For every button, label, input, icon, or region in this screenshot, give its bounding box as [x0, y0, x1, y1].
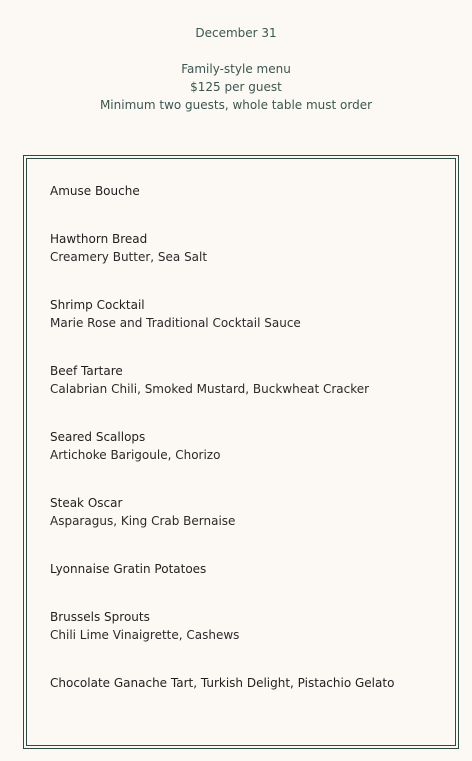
- course-name: Beef Tartare: [50, 364, 123, 378]
- menu-note: Minimum two guests, whole table must order: [99, 98, 373, 112]
- course-hawthorn-bread: [50, 230, 207, 266]
- course-dessert: [50, 674, 394, 692]
- menu-price: $125 per guest: [190, 80, 282, 94]
- course-lyonnaise-potatoes: [50, 560, 206, 578]
- course-name: Lyonnaise Gratin Potatoes: [50, 562, 207, 576]
- course-description: Marie Rose and Traditional Cocktail Sauce: [50, 316, 301, 330]
- course-description: Asparagus, King Crab Bernaise: [50, 514, 236, 528]
- course-description: Calabrian Chili, Smoked Mustard, Buckwheat Cracker: [50, 382, 370, 396]
- course-name: Amuse Bouche: [50, 184, 140, 198]
- course-description: Creamery Butter, Sea Salt: [50, 250, 208, 264]
- course-name: Seared Scallops: [50, 430, 146, 444]
- course-brussels-sprouts: [50, 608, 239, 644]
- course-seared-scallops: [50, 428, 220, 464]
- course-steak-oscar: [50, 494, 235, 530]
- course-name: Shrimp Cocktail: [50, 298, 145, 312]
- course-beef-tartare: [50, 362, 369, 398]
- course-name: Brussels Sprouts: [50, 610, 150, 624]
- course-description: Chili Lime Vinaigrette, Cashews: [50, 628, 240, 642]
- menu-date: December 31: [195, 26, 277, 40]
- menu-style: Family-style menu: [181, 62, 291, 76]
- course-name: Chocolate Ganache Tart, Turkish Delight, Pistachio Gelato: [50, 676, 395, 690]
- course-description: Artichoke Barigoule, Chorizo: [50, 448, 221, 462]
- course-name: Hawthorn Bread: [50, 232, 148, 246]
- course-shrimp-cocktail: [50, 296, 301, 332]
- course-name: Steak Oscar: [50, 496, 123, 510]
- course-amuse-bouche: [50, 182, 140, 200]
